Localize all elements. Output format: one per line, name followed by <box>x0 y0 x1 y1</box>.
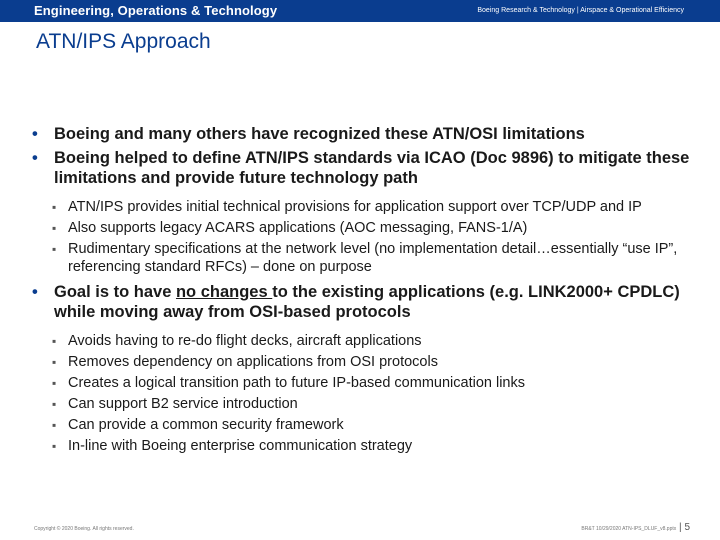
bullet-text: to the existing applications (e.g. LINK2000+ CPDLC) while moving away from OSI-based protocols <box>54 283 680 321</box>
sub-bullet-item: ▪ Removes dependency on applications from OSI protocols <box>28 353 708 371</box>
separator: | <box>679 522 682 533</box>
slide-title: ATN/IPS Approach <box>36 30 211 53</box>
bullet-item: • Boeing and many others have recognized these ATN/OSI limitations <box>28 124 708 144</box>
bullet-text: Goal is to have <box>54 283 176 301</box>
copyright: Copyright © 2020 Boeing. All rights reserved. <box>34 526 134 532</box>
sub-bullet-item: ▪ Rudimentary specifications at the network level (no implementation detail…essentially “use IP”, referencing standard RFCs) – done on purpose <box>28 240 708 276</box>
sub-bullet-item: ▪ Creates a logical transition path to future IP-based communication links <box>28 374 708 392</box>
bullet-list <box>28 124 708 188</box>
footer-meta <box>581 522 690 533</box>
sub-bullet-item: ▪ Can provide a common security framework <box>28 416 708 434</box>
file-info: BR&T 10/29/2020 ATN-IPS_DLUF_v8.pptx <box>581 526 677 532</box>
bullet-item: • Boeing helped to define ATN/IPS standards via ICAO (Doc 9896) to mitigate these limitations and provide future technology path <box>28 148 708 188</box>
sub-bullet-item: ▪ ATN/IPS provides initial technical provisions for application support over TCP/UDP and IP <box>28 198 708 216</box>
header-bar <box>0 0 720 22</box>
sub-bullet-list <box>28 198 708 276</box>
sub-bullet-item: ▪ Also supports legacy ACARS applications (AOC messaging, FANS-1/A) <box>28 219 708 237</box>
slide-body <box>28 124 708 461</box>
page-number: 5 <box>684 522 690 533</box>
sub-bullet-item: ▪ Can support B2 service introduction <box>28 395 708 413</box>
sub-bullet-item: ▪ Avoids having to re-do flight decks, aircraft applications <box>28 332 708 350</box>
bullet-item <box>28 282 708 322</box>
brand-subtitle: Boeing Research & Technology | Airspace & Operational Efficiency <box>477 7 684 14</box>
sub-bullet-item: ▪ In-line with Boeing enterprise communication strategy <box>28 437 708 455</box>
underlined-text: no changes <box>175 283 273 301</box>
brand-title: Engineering, Operations & Technology <box>34 3 278 18</box>
bullet-list <box>28 282 708 322</box>
sub-bullet-list <box>28 332 708 455</box>
